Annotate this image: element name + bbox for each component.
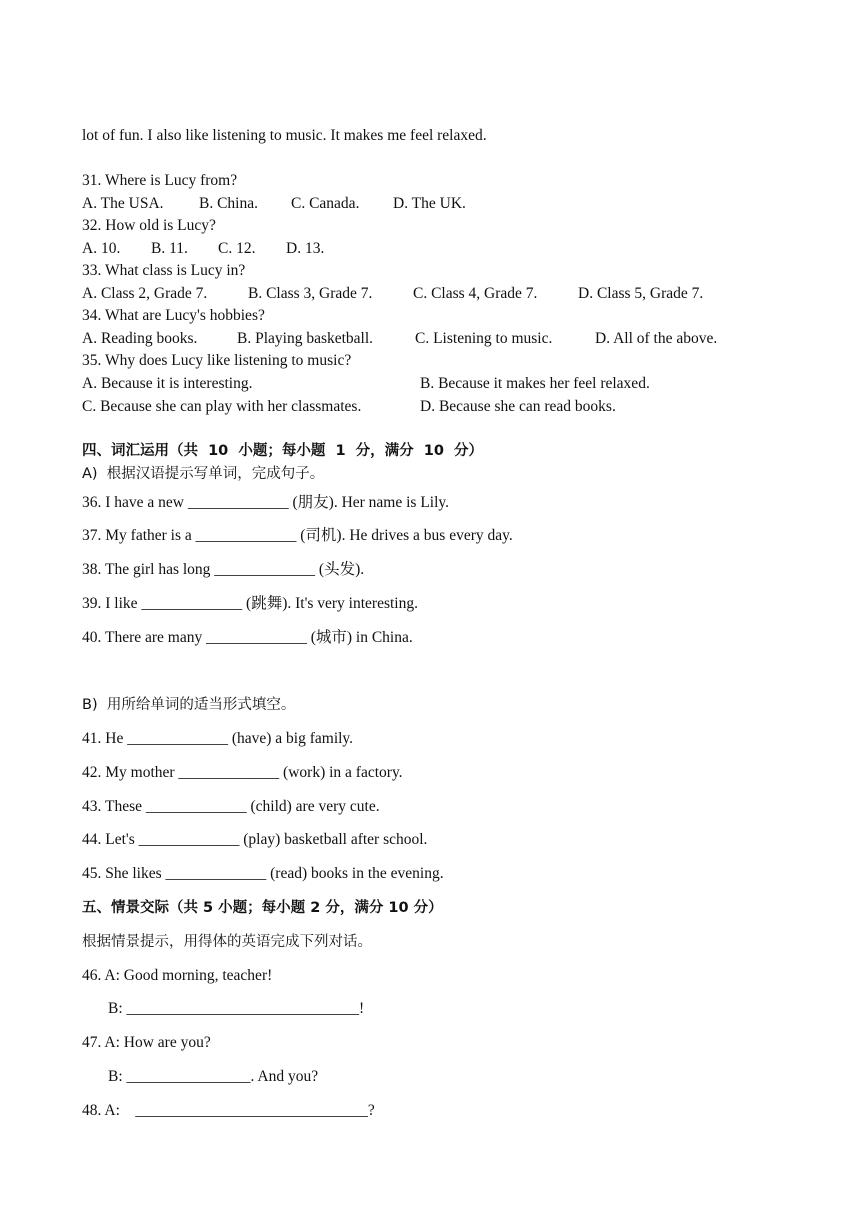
passage-tail: lot of fun. I also like listening to music. It makes me feel relaxed. xyxy=(82,127,487,144)
item-37: 37. My father is a _____________ (司机). He drives a bus every day. xyxy=(82,527,513,544)
section-4-title: 四、词汇运用（共 10 小题；每小题 1 分，满分 10 分） xyxy=(82,443,484,459)
dialogue-47-b: B: ________________. And you? xyxy=(108,1068,319,1085)
dialogue-47-a: 47. A: How are you? xyxy=(82,1034,211,1051)
q33-option-c: C. Class 4, Grade 7. xyxy=(413,285,538,302)
q35-option-c: C. Because she can play with her classmates. xyxy=(82,398,362,415)
section-4a-instruction: A) 根据汉语提示写单词，完成句子。 xyxy=(82,466,325,482)
section-5-title: 五、情景交际（共 5 小题；每小题 2 分，满分 10 分） xyxy=(82,900,443,916)
dialogue-46-b: B: ______________________________! xyxy=(108,1000,365,1017)
q34-option-b: B. Playing basketball. xyxy=(237,330,374,347)
item-41: 41. He _____________ (have) a big family. xyxy=(82,730,354,747)
question-35: 35. Why does Lucy like listening to music? xyxy=(82,352,352,369)
q32-option-b: B. 11. xyxy=(151,240,188,257)
q31-option-a: A. The USA. xyxy=(82,195,164,212)
q34-option-a: A. Reading books. xyxy=(82,330,198,347)
q33-option-d: D. Class 5, Grade 7. xyxy=(578,285,704,302)
item-45: 45. She likes _____________ (read) books in the evening. xyxy=(82,865,444,882)
section-4b-instruction: B) 用所给单词的适当形式填空。 xyxy=(82,697,296,713)
item-38: 38. The girl has long _____________ (头发). xyxy=(82,561,365,578)
q32-option-c: C. 12. xyxy=(218,240,256,257)
item-40: 40. There are many _____________ (城市) in China. xyxy=(82,629,413,646)
q31-option-b: B. China. xyxy=(199,195,258,212)
q33-option-a: A. Class 2, Grade 7. xyxy=(82,285,208,302)
q34-option-c: C. Listening to music. xyxy=(415,330,553,347)
q33-option-b: B. Class 3, Grade 7. xyxy=(248,285,373,302)
q32-option-a: A. 10. xyxy=(82,240,121,257)
section-5-instruction: 根据情景提示，用得体的英语完成下列对话。 xyxy=(82,934,372,950)
item-42: 42. My mother _____________ (work) in a factory. xyxy=(82,764,403,781)
q35-option-b: B. Because it makes her feel relaxed. xyxy=(420,375,650,392)
item-44: 44. Let's _____________ (play) basketball after school. xyxy=(82,831,428,848)
question-33: 33. What class is Lucy in? xyxy=(82,262,246,279)
q35-option-a: A. Because it is interesting. xyxy=(82,375,253,392)
q32-option-d: D. 13. xyxy=(286,240,325,257)
q34-option-d: D. All of the above. xyxy=(595,330,718,347)
dialogue-48-a: 48. A: ______________________________? xyxy=(82,1102,375,1119)
question-32: 32. How old is Lucy? xyxy=(82,217,216,234)
item-43: 43. These _____________ (child) are very cute. xyxy=(82,798,380,815)
q31-option-d: D. The UK. xyxy=(393,195,466,212)
question-31: 31. Where is Lucy from? xyxy=(82,172,238,189)
dialogue-46-a: 46. A: Good morning, teacher! xyxy=(82,967,273,984)
question-34: 34. What are Lucy's hobbies? xyxy=(82,307,265,324)
item-39: 39. I like _____________ (跳舞). It's very interesting. xyxy=(82,595,418,612)
item-36: 36. I have a new _____________ (朋友). Her name is Lily. xyxy=(82,494,450,511)
q31-option-c: C. Canada. xyxy=(291,195,360,212)
q35-option-d: D. Because she can read books. xyxy=(420,398,616,415)
